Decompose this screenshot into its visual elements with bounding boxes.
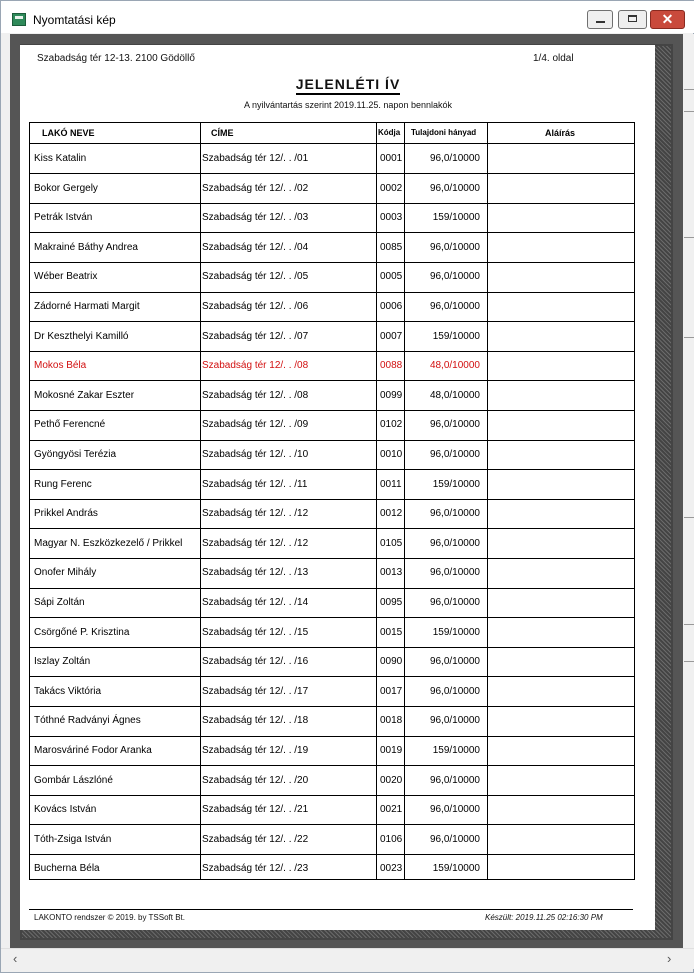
resident-name: Petrák István <box>34 212 93 224</box>
resident-code: 0095 <box>380 597 403 608</box>
resident-name: Kovács István <box>34 804 97 816</box>
resident-code: 0088 <box>380 360 403 372</box>
ownership-share: 159/10000 <box>432 863 480 875</box>
resident-address: Szabadság tér 12/. . /20 <box>202 774 309 786</box>
signature-cell <box>488 795 634 824</box>
resident-name: Zádorné Harmati Margit <box>34 301 140 312</box>
scrollbar-marker <box>684 237 694 241</box>
signature-cell <box>488 381 634 410</box>
signature-cell <box>488 410 634 439</box>
resident-code: 0002 <box>380 182 403 194</box>
signature-cell <box>488 588 634 617</box>
scroll-left-icon[interactable]: ‹ <box>13 951 18 966</box>
resident-code: 0011 <box>380 478 402 490</box>
resident-code: 0021 <box>380 804 403 816</box>
horizontal-scrollbar[interactable] <box>1 948 694 969</box>
resident-code: 0106 <box>380 833 403 845</box>
ownership-share: 96,0/10000 <box>429 804 480 816</box>
signature-cell <box>488 618 634 647</box>
app-icon <box>12 13 26 26</box>
signature-cell <box>488 322 634 351</box>
column-header-signature: Aláírás <box>545 128 576 138</box>
resident-name: Takács Viktória <box>34 685 102 697</box>
minimize-button[interactable] <box>587 10 613 29</box>
resident-address: Szabadság tér 12/. . /19 <box>202 745 309 756</box>
resident-code: 0006 <box>380 301 403 312</box>
signature-cell <box>488 203 634 232</box>
resident-name: Iszlay Zoltán <box>34 656 91 668</box>
resident-address: Szabadság tér 12/. . /21 <box>202 804 309 816</box>
document-title <box>1 76 694 92</box>
resident-code: 0017 <box>380 685 403 697</box>
signature-cell <box>488 706 634 735</box>
vertical-scrollbar[interactable] <box>684 34 694 948</box>
resident-address: Szabadság tér 12/. . /08 <box>202 360 309 372</box>
signature-cell <box>488 470 634 499</box>
resident-address: Szabadság tér 12/. . /18 <box>202 715 309 727</box>
resident-address: Szabadság tér 12/. . /10 <box>202 449 309 460</box>
resident-address: Szabadság tér 12/. . /14 <box>202 597 309 608</box>
signature-cell <box>488 854 634 883</box>
resident-code: 0007 <box>380 330 403 342</box>
signature-cell <box>488 233 634 262</box>
resident-name: Mokosné Zakar Eszter <box>34 389 135 401</box>
footer-divider <box>29 909 633 910</box>
ownership-share: 48,0/10000 <box>429 360 480 372</box>
resident-name: Gombár Lászlóné <box>34 774 113 786</box>
maximize-button[interactable] <box>618 10 647 29</box>
signature-cell <box>488 558 634 587</box>
resident-address: Szabadság tér 12/. . /05 <box>202 271 309 283</box>
resident-code: 0085 <box>380 241 403 253</box>
resident-address: Szabadság tér 12/. . /22 <box>202 833 309 845</box>
ownership-share: 96,0/10000 <box>429 419 480 431</box>
scrollbar-marker <box>684 337 694 341</box>
resident-address: Szabadság tér 12/. . /23 <box>202 863 309 875</box>
resident-name: Dr Keszthelyi Kamilló <box>34 330 129 342</box>
column-header-name: LAKÓ NEVE <box>42 128 95 138</box>
ownership-share: 96,0/10000 <box>429 449 480 460</box>
ownership-share: 96,0/10000 <box>429 715 480 727</box>
signature-cell <box>488 351 634 380</box>
scrollbar-marker <box>684 517 694 521</box>
document-subtitle: A nyilvántartás szerint 2019.11.25. napon bennlakók <box>244 100 452 110</box>
resident-address: Szabadság tér 12/. . /04 <box>202 241 309 253</box>
signature-cell <box>488 529 634 558</box>
resident-code: 0013 <box>380 567 403 579</box>
resident-code: 0099 <box>380 389 403 401</box>
signature-cell <box>488 677 634 706</box>
ownership-share: 96,0/10000 <box>429 153 480 164</box>
resident-address: Szabadság tér 12/. . /01 <box>202 153 309 164</box>
resident-code: 0005 <box>380 271 403 283</box>
ownership-share: 159/10000 <box>432 212 480 224</box>
resident-code: 0003 <box>380 212 403 224</box>
footer-timestamp: Készült: 2019.11.25 02:16:30 PM <box>485 913 603 922</box>
ownership-share: 96,0/10000 <box>429 537 480 549</box>
column-header-share: Tulajdoni hányad <box>411 128 477 137</box>
resident-name: Onofer Mihály <box>34 567 97 579</box>
resident-address: Szabadság tér 12/. . /06 <box>202 301 309 312</box>
scrollbar-marker <box>684 111 694 115</box>
scrollbar-marker <box>684 624 694 628</box>
ownership-share: 159/10000 <box>432 478 480 490</box>
resident-address: Szabadság tér 12/. . /02 <box>202 182 309 194</box>
column-header-address: CÍME <box>211 128 234 138</box>
resident-name: Tóthné Radványi Ágnes <box>34 715 141 727</box>
signature-cell <box>488 292 634 321</box>
resident-code: 0019 <box>380 745 403 756</box>
resident-address: Szabadság tér 12/. . /03 <box>202 212 309 224</box>
signature-cell <box>488 736 634 765</box>
page-number: 1/4. oldal <box>533 53 574 64</box>
ownership-share: 96,0/10000 <box>429 301 480 312</box>
signature-cell <box>488 766 634 795</box>
resident-address: Szabadság tér 12/. . /16 <box>202 656 309 668</box>
header-address: Szabadság tér 12-13. 2100 Gödöllő <box>37 53 195 64</box>
ownership-share: 96,0/10000 <box>429 597 480 608</box>
signature-cell <box>488 174 634 203</box>
window-title: Nyomtatási kép <box>33 13 116 27</box>
resident-code: 0001 <box>380 153 403 164</box>
resident-code: 0020 <box>380 774 403 786</box>
resident-name: Bucherna Béla <box>34 863 100 875</box>
signature-cell <box>488 440 634 469</box>
title-bar[interactable] <box>1 1 694 33</box>
resident-address: Szabadság tér 12/. . /11 <box>202 478 308 490</box>
signature-cell <box>488 499 634 528</box>
signature-cell <box>488 144 634 173</box>
resident-name: Rung Ferenc <box>34 478 92 490</box>
resident-address: Szabadság tér 12/. . /13 <box>202 567 309 579</box>
attendance-table <box>29 122 635 880</box>
close-icon: ✕ <box>661 11 674 27</box>
signature-cell <box>488 647 634 676</box>
resident-code: 0102 <box>380 419 403 431</box>
resident-address: Szabadság tér 12/. . /08 <box>202 389 309 401</box>
resident-name: Marosváriné Fodor Aranka <box>34 745 152 756</box>
resident-name: Sápi Zoltán <box>34 597 85 608</box>
resident-code: 0015 <box>380 626 403 638</box>
signature-cell <box>488 825 634 854</box>
ownership-share: 96,0/10000 <box>429 656 480 668</box>
resident-name: Tóth-Zsiga István <box>34 833 112 845</box>
column-header-code: Kódja <box>378 128 401 137</box>
ownership-share: 96,0/10000 <box>429 685 480 697</box>
resident-name: Wéber Beatrix <box>34 271 98 283</box>
ownership-share: 159/10000 <box>432 626 480 638</box>
ownership-share: 96,0/10000 <box>429 567 480 579</box>
ownership-share: 96,0/10000 <box>429 833 480 845</box>
resident-name: Gyöngyösi Terézia <box>34 449 117 460</box>
scroll-right-icon[interactable]: › <box>667 951 672 966</box>
ownership-share: 96,0/10000 <box>429 241 480 253</box>
resident-address: Szabadság tér 12/. . /17 <box>202 685 309 697</box>
ownership-share: 159/10000 <box>432 330 480 342</box>
ownership-share: 96,0/10000 <box>429 774 480 786</box>
resident-address: Szabadság tér 12/. . /07 <box>202 330 309 342</box>
ownership-share: 96,0/10000 <box>429 271 480 283</box>
resident-code: 0018 <box>380 715 403 727</box>
ownership-share: 48,0/10000 <box>429 389 480 401</box>
document-title-text: JELENLÉTI ÍV <box>296 76 401 95</box>
resident-code: 0012 <box>380 508 403 520</box>
resident-name: Pethő Ferencné <box>34 419 106 431</box>
close-button[interactable] <box>650 10 685 29</box>
resident-name: Csörgőné P. Krisztina <box>34 626 130 638</box>
resident-name: Kiss Katalin <box>34 153 87 164</box>
signature-cell <box>488 262 634 291</box>
resident-address: Szabadság tér 12/. . /12 <box>202 537 309 549</box>
resident-name: Prikkel András <box>34 508 98 520</box>
resident-code: 0105 <box>380 537 403 549</box>
resident-code: 0090 <box>380 656 403 668</box>
resident-code: 0023 <box>380 863 403 875</box>
resident-address: Szabadság tér 12/. . /09 <box>202 419 309 431</box>
resident-name: Magyar N. Eszközkezelő / Prikkel <box>34 537 183 549</box>
resident-address: Szabadság tér 12/. . /15 <box>202 626 309 638</box>
resident-name: Makrainé Báthy Andrea <box>34 241 138 253</box>
resident-name: Bokor Gergely <box>34 182 98 194</box>
resident-name: Mokos Béla <box>34 360 87 372</box>
ownership-share: 96,0/10000 <box>429 182 480 194</box>
footer-credit: LAKONTO rendszer © 2019. by TSSoft Bt. <box>34 913 185 922</box>
ownership-share: 96,0/10000 <box>429 508 480 520</box>
resident-address: Szabadság tér 12/. . /12 <box>202 508 309 520</box>
scrollbar-marker <box>684 661 694 665</box>
resident-code: 0010 <box>380 449 403 460</box>
ownership-share: 159/10000 <box>432 745 480 756</box>
